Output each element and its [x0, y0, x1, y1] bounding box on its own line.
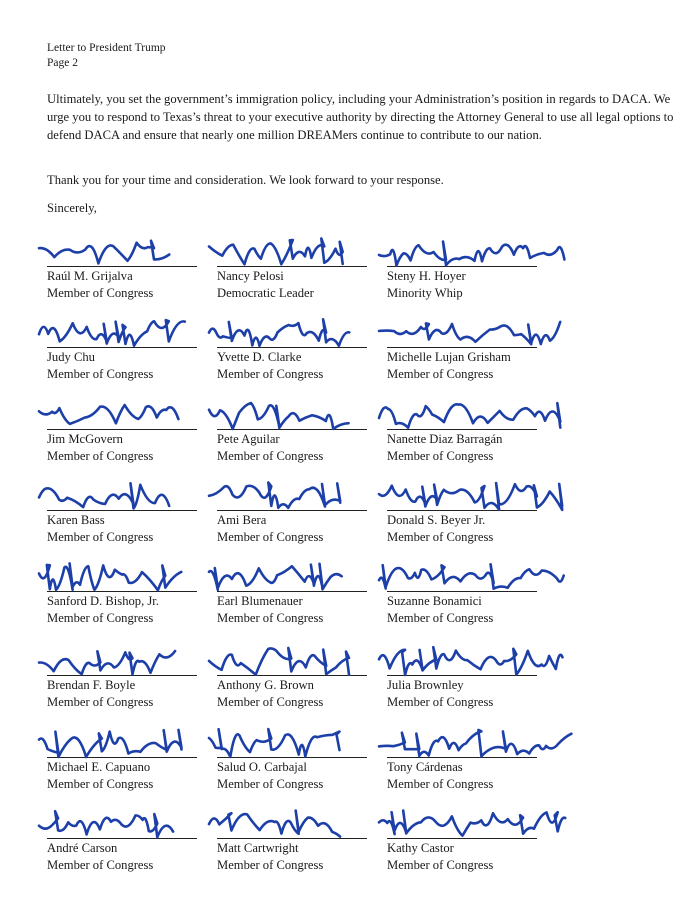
- signature-stroke: [379, 811, 565, 836]
- signature-stroke: [379, 647, 563, 675]
- signature-block: [217, 510, 382, 558]
- signatory-name: Kathy Castor: [387, 841, 454, 855]
- signatory-title: Member of Congress: [217, 611, 324, 625]
- signature-stroke: [39, 483, 169, 508]
- signatory-title: Member of Congress: [387, 858, 494, 872]
- signatory-title: Minority Whip: [387, 286, 463, 300]
- signature-block: [387, 838, 552, 886]
- signature-block: [47, 266, 212, 314]
- signature-block: [387, 347, 552, 395]
- signatory-name: Earl Blumenauer: [217, 594, 303, 608]
- signature-stroke: [379, 564, 564, 588]
- signatory-title: Member of Congress: [47, 695, 154, 709]
- signature-stroke: [209, 483, 340, 508]
- signatory-title: Member of Congress: [217, 777, 324, 791]
- signatory-name: Brendan F. Boyle: [47, 678, 136, 692]
- signature-block: [387, 510, 552, 558]
- header-page-number: Page 2: [47, 57, 78, 69]
- signature-block: [217, 429, 382, 477]
- signature-stroke: [379, 483, 562, 510]
- signatory-name: Judy Chu: [47, 350, 95, 364]
- signatory-title: Member of Congress: [47, 611, 154, 625]
- signature-block: [217, 675, 382, 723]
- signatory-name: Yvette D. Clarke: [217, 350, 302, 364]
- signatory-name: Sanford D. Bishop, Jr.: [47, 594, 159, 608]
- signatory-title: Member of Congress: [217, 449, 324, 463]
- signatory-name: Anthony G. Brown: [217, 678, 314, 692]
- signatory-title: Member of Congress: [217, 530, 324, 544]
- signatory-title: Member of Congress: [47, 530, 154, 544]
- signatory-title: Member of Congress: [387, 367, 494, 381]
- signature-stroke: [39, 651, 175, 674]
- signature-block: [217, 838, 382, 886]
- header-title: Letter to President Trump: [47, 42, 166, 54]
- signature-stroke: [379, 730, 571, 756]
- body-paragraph-2: Thank you for your time and consideration. We look forward to your response.: [47, 173, 444, 187]
- signatory-name: Julia Brownley: [387, 678, 464, 692]
- signatory-title: Member of Congress: [387, 695, 494, 709]
- signature-stroke: [39, 811, 173, 837]
- signature-stroke: [209, 729, 340, 757]
- signatory-title: Member of Congress: [387, 611, 494, 625]
- body-paragraph-1: Ultimately, you set the government’s immigration policy, including your Administration’s position in regards to DACA. We urge you to respond to Texas’s threat to your executive authority by directing the Attorney General to use all legal options to defend DACA and ensure that nearly one million DREAMers continue to contribute to our nation.: [47, 92, 674, 142]
- signature-stroke: [39, 320, 185, 346]
- signature-stroke: [209, 811, 340, 837]
- letter-header: [47, 41, 166, 71]
- signature-block: [387, 591, 552, 639]
- signature-block: [47, 429, 212, 477]
- signature-block: [387, 757, 552, 805]
- signature-stroke: [209, 648, 349, 675]
- signatory-title: Member of Congress: [47, 858, 154, 872]
- signatory-title: Member of Congress: [217, 695, 324, 709]
- signatory-name: Matt Cartwright: [217, 841, 299, 855]
- signature-block: [217, 757, 382, 805]
- signatory-name: Michael E. Capuano: [47, 760, 151, 774]
- signature-stroke: [39, 405, 178, 424]
- signature-block: [47, 757, 212, 805]
- signature-stroke: [39, 730, 182, 757]
- signatory-name: Suzanne Bonamici: [387, 594, 482, 608]
- signatory-title: Member of Congress: [217, 858, 324, 872]
- signature-block: [217, 266, 382, 314]
- closing-salutation: Sincerely,: [47, 201, 97, 215]
- signatory-name: Jim McGovern: [47, 432, 123, 446]
- signatory-name: Nancy Pelosi: [217, 269, 284, 283]
- signatory-title: Member of Congress: [387, 449, 494, 463]
- signature-stroke: [209, 239, 343, 265]
- signature-stroke: [209, 564, 342, 590]
- signature-stroke: [209, 319, 349, 346]
- signature-stroke: [379, 242, 564, 266]
- signature-block: [47, 510, 212, 558]
- signature-stroke: [379, 322, 560, 344]
- signature-block: [387, 429, 552, 477]
- signatory-title: Member of Congress: [217, 367, 324, 381]
- signature-block: [217, 347, 382, 395]
- signatory-title: Member of Congress: [387, 530, 494, 544]
- signature-block: [387, 266, 552, 314]
- signatory-name: Michelle Lujan Grisham: [387, 350, 511, 364]
- signatory-title: Member of Congress: [387, 777, 494, 791]
- signature-stroke: [39, 563, 181, 590]
- signatory-name: Pete Aguilar: [217, 432, 280, 446]
- signature-block: [387, 675, 552, 723]
- signatory-name: Salud O. Carbajal: [217, 760, 307, 774]
- signatory-title: Democratic Leader: [217, 286, 314, 300]
- signatory-name: André Carson: [47, 841, 118, 855]
- signature-block: [47, 675, 212, 723]
- signatory-title: Member of Congress: [47, 367, 154, 381]
- signature-stroke: [379, 403, 560, 428]
- signature-block: [217, 591, 382, 639]
- signature-block: [47, 838, 212, 886]
- signatory-title: Member of Congress: [47, 777, 154, 791]
- signatory-name: Tony Cárdenas: [387, 760, 463, 774]
- signature-block: [47, 591, 212, 639]
- signature-block: [47, 347, 212, 395]
- signatory-title: Member of Congress: [47, 286, 154, 300]
- signatory-name: Ami Bera: [217, 513, 267, 527]
- signatory-title: Member of Congress: [47, 449, 154, 463]
- signature-stroke: [209, 403, 349, 429]
- signatory-name: Karen Bass: [47, 513, 105, 527]
- signatory-name: Raúl M. Grijalva: [47, 269, 133, 283]
- signature-stroke: [39, 241, 169, 264]
- signatory-name: Steny H. Hoyer: [387, 269, 466, 283]
- signatory-name: Nanette Diaz Barragán: [387, 432, 503, 446]
- signatory-name: Donald S. Beyer Jr.: [387, 513, 486, 527]
